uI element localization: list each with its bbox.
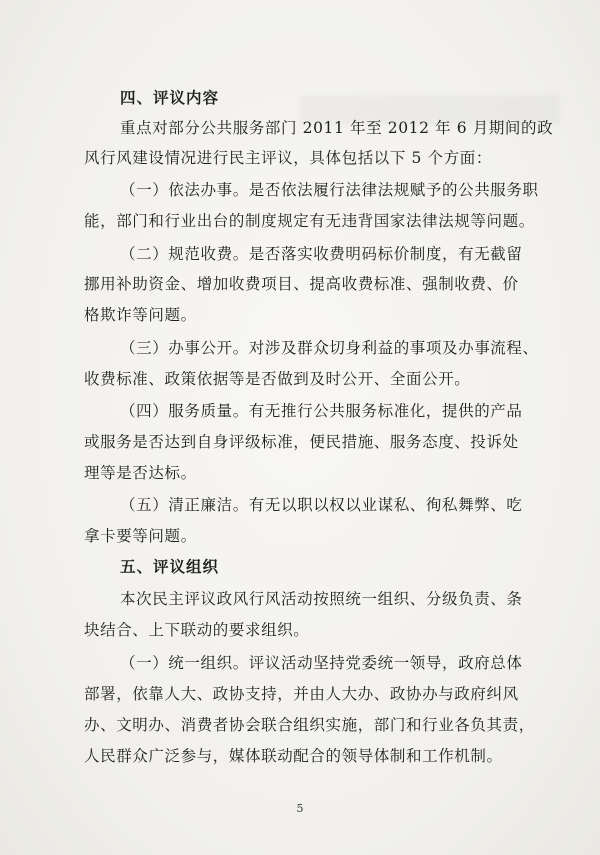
body-line: 挪用补助资金、增加收费项目、提高收费标准、强制收费、价	[84, 275, 519, 293]
body-line: （五）清正廉洁。有无以职以权以业谋私、徇私舞弊、吃	[120, 496, 523, 514]
body-line: 本次民主评议政风行风活动按照统一组织、分级负责、条	[120, 590, 523, 608]
body-line: 格欺诈等问题。	[84, 306, 197, 324]
body-line: 部署，依靠人大、政协支持，并由人大办、政协办与政府纠风	[84, 685, 519, 703]
body-line: 拿卡要等问题。	[84, 527, 197, 545]
body-line: 人民群众广泛参与，媒体联动配合的领导体制和工作机制。	[84, 747, 503, 765]
body-line: （四）服务质量。有无推行公共服务标准化，提供的产品	[120, 402, 523, 420]
section-heading-5: 五、评议组织	[120, 558, 220, 576]
body-line: 风行风建设情况进行民主评议，具体包括以下 5 个方面：	[84, 149, 492, 167]
body-line: （三）办事公开。对涉及群众切身利益的事项及办事流程、	[120, 339, 539, 357]
section-heading-4: 四、评议内容	[120, 89, 220, 107]
body-line: （一）依法办事。是否依法履行法律法规赋予的公共服务职	[120, 181, 539, 199]
body-line: 或服务是否达到自身评级标准，便民措施、服务态度、投诉处	[84, 433, 519, 451]
body-line: 办、文明办、消费者协会联合组织实施，部门和行业各负其责，	[84, 716, 535, 734]
body-line: 收费标准、政策依据等是否做到及时公开、全面公开。	[84, 370, 471, 388]
body-line: （二）规范收费。是否落实收费明码标价制度，有无截留	[120, 245, 523, 263]
body-line: 能，部门和行业出台的制度规定有无违背国家法律法规等问题。	[84, 212, 535, 230]
body-line: （一）统一组织。评议活动坚持党委统一领导，政府总体	[120, 654, 523, 672]
body-line: 理等是否达标。	[84, 464, 197, 482]
body-line: 块结合、上下联动的要求组织。	[84, 621, 310, 639]
page-number: 5	[296, 802, 304, 815]
body-line: 重点对部分公共服务部门 2011 年至 2012 年 6 月期间的政	[120, 119, 554, 137]
